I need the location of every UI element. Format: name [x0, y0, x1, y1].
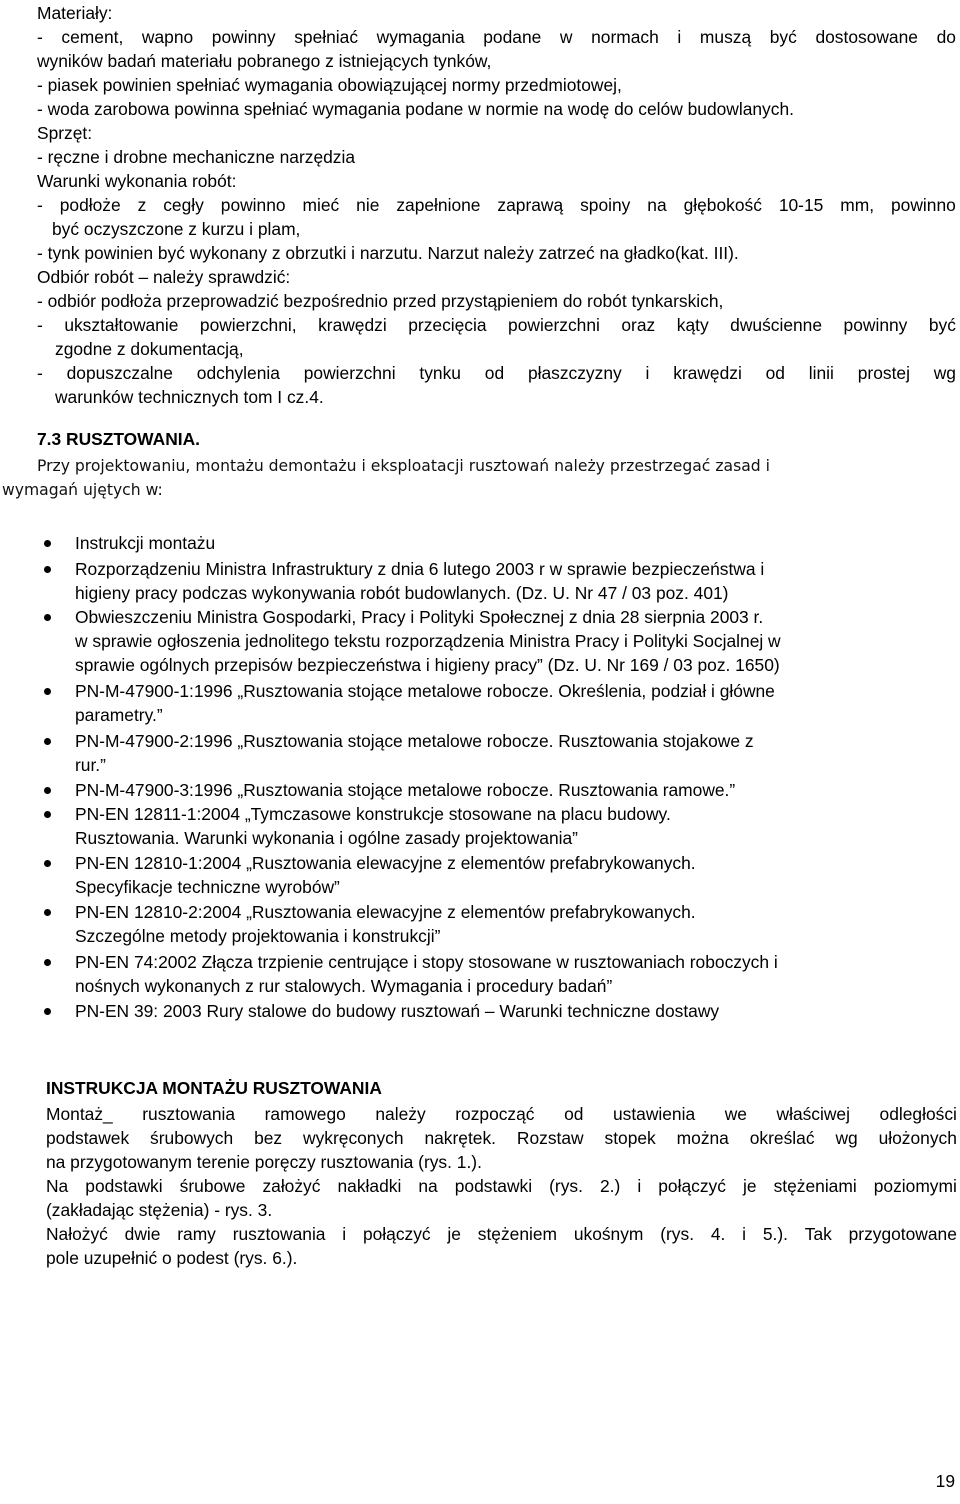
- word: od: [765, 363, 785, 383]
- bullet-icon: [44, 959, 51, 966]
- word: rusztowania: [232, 1224, 326, 1244]
- instructions-line-5: (zakładając stężenia) - rys. 3.: [46, 1200, 273, 1220]
- acceptance-line-5: warunków technicznych tom I cz.4.: [55, 387, 324, 407]
- word: głębokość: [683, 195, 762, 215]
- instructions-line-7: pole uzupełnić o podest (rys. 6.).: [46, 1248, 298, 1268]
- word: podłoże: [59, 195, 121, 215]
- word: prostej: [857, 363, 910, 383]
- equipment-line-1: - ręczne i drobne mechaniczne narzędzia: [37, 147, 356, 167]
- word: krawędzi: [318, 315, 387, 335]
- conditions-line-2: być oczyszczone z kurzu i plam,: [52, 219, 301, 239]
- word: (rys.: [660, 1224, 695, 1244]
- word: je: [742, 1176, 757, 1196]
- word: w: [559, 27, 573, 47]
- word: od: [484, 363, 505, 383]
- bullet-icon: [44, 1008, 51, 1015]
- word: powinno: [891, 195, 956, 215]
- instructions-heading: INSTRUKCJA MONTAŻU RUSZTOWANIA: [46, 1078, 382, 1098]
- word: -: [37, 27, 43, 47]
- word: zaprawą: [497, 195, 564, 215]
- word: 10-15: [778, 195, 824, 215]
- word: Tak: [804, 1224, 832, 1244]
- materials-heading: Materiały:: [37, 3, 113, 23]
- word: zapełnione: [396, 195, 481, 215]
- word: wykręconych: [303, 1128, 404, 1148]
- list-item-9-line-2: Szczególne metody projektowania i konstrukcji”: [75, 926, 441, 946]
- instructions-line-1: [46, 1103, 957, 1125]
- word: stopek: [604, 1128, 656, 1148]
- word: (rys.: [549, 1176, 583, 1196]
- list-item-9-line-1: PN-EN 12810-2:2004 „Rusztowania elewacyjne z elementów prefabrykowanych.: [75, 902, 696, 922]
- bullet-icon: [44, 738, 51, 745]
- word: stężeniami: [773, 1176, 857, 1196]
- word: cegły: [163, 195, 204, 215]
- word: wg: [835, 1128, 858, 1148]
- word: podstawki: [454, 1176, 533, 1196]
- word: oraz: [621, 315, 656, 335]
- list-item-2-line-2: higieny pracy podczas wykonywania robót budowlanych. (Dz. U. Nr 47 / 03 poz. 401): [75, 583, 729, 603]
- acceptance-line-3: zgodne z dokumentacją,: [55, 339, 244, 359]
- word: być: [928, 315, 956, 335]
- word: ułożonych: [878, 1128, 957, 1148]
- list-item-8-line-1: PN-EN 12810-1:2004 „Rusztowania elewacyjne z elementów prefabrykowanych.: [75, 853, 696, 873]
- acceptance-heading: Odbiór robót – należy sprawdzić:: [37, 267, 291, 287]
- word: można: [676, 1128, 729, 1148]
- word: powinno: [220, 195, 286, 215]
- word: i: [677, 27, 682, 47]
- scaffolding-intro-line-2: wymagań ujętych w:: [2, 481, 163, 499]
- word: przygotowane: [848, 1224, 957, 1244]
- word: 4.: [710, 1224, 726, 1244]
- word: powierzchni,: [199, 315, 297, 335]
- word: podstawki: [85, 1176, 163, 1196]
- word: odchylenia: [196, 363, 280, 383]
- word: ustawienia: [612, 1104, 696, 1124]
- word: dwie: [124, 1224, 161, 1244]
- word: śrubowe: [179, 1176, 246, 1196]
- bullet-icon: [44, 540, 51, 547]
- acceptance-line-4: [37, 362, 956, 384]
- list-item-2-line-1: Rozporządzeniu Ministra Infrastruktury z dnia 6 lutego 2003 r w sprawie bezpieczeństwa i: [75, 559, 765, 579]
- word: właściwej: [776, 1104, 850, 1124]
- list-item-5-line-1: PN-M-47900-2:1996 „Rusztowania stojące metalowe robocze. Rusztowania stojakowe z: [75, 731, 754, 751]
- word: dopuszczalne: [66, 363, 173, 383]
- bullet-icon: [44, 787, 51, 794]
- list-item-3-line-1: Obwieszczeniu Ministra Gospodarki, Pracy i Polityki Społecznej z dnia 28 sierpnia 2003 r.: [75, 607, 764, 627]
- word: rozpocząć: [455, 1104, 535, 1124]
- word: nakładki: [337, 1176, 402, 1196]
- list-item-6-line-1: PN-M-47900-3:1996 „Rusztowania stojące metalowe robocze. Rusztowania ramowe.”: [75, 780, 736, 800]
- conditions-line-3: - tynk powinien być wykonany z obrzutki i narzutu. Narzut należy zatrzeć na gładko(kat. III).: [37, 243, 739, 263]
- word: -: [37, 315, 43, 335]
- word: wapno: [141, 27, 194, 47]
- word: linii: [808, 363, 834, 383]
- page-number: 19: [935, 1471, 955, 1491]
- word: stężeniem: [477, 1224, 558, 1244]
- bullet-icon: [44, 614, 51, 621]
- bullet-icon: [44, 566, 51, 573]
- word: -: [37, 195, 43, 215]
- word: ramowego: [264, 1104, 346, 1124]
- instructions-line-3: na przygotowanym terenie poręczy rusztowania (rys. 1.).: [46, 1152, 482, 1172]
- word: Nałożyć: [46, 1224, 108, 1244]
- word: wymagania: [376, 27, 465, 47]
- word: Na: [46, 1176, 69, 1196]
- word: na: [647, 195, 667, 215]
- bullet-icon: [44, 811, 51, 818]
- word: Rozstaw: [516, 1128, 584, 1148]
- list-item-3-line-2: w sprawie ogłoszenia jednolitego tekstu rozporządzenia Ministra Pracy i Polityki Socjalnej w: [75, 631, 781, 651]
- word: ukształtowanie: [64, 315, 179, 335]
- word: podstawek: [46, 1128, 130, 1148]
- word: od: [564, 1104, 584, 1124]
- word: 2.): [600, 1176, 621, 1196]
- equipment-heading: Sprzęt:: [37, 123, 93, 143]
- list-item-8-line-2: Specyfikacje techniczne wyrobów”: [75, 877, 340, 897]
- word: kąty: [676, 315, 709, 335]
- word: normach: [591, 27, 659, 47]
- word: we: [724, 1104, 747, 1124]
- word: połączyć: [362, 1224, 431, 1244]
- materials-line-2: wyników badań materiału pobranego z istniejących tynków,: [37, 51, 492, 71]
- word: płaszczyzny: [527, 363, 622, 383]
- word: na: [418, 1176, 438, 1196]
- word: spoiny: [580, 195, 631, 215]
- word: powinny: [211, 27, 276, 47]
- conditions-line-1: [37, 194, 956, 216]
- word: i: [342, 1224, 347, 1244]
- word: poziomymi: [873, 1176, 957, 1196]
- word: ramy: [177, 1224, 216, 1244]
- instructions-line-6: [46, 1223, 957, 1245]
- scaffolding-heading: 7.3 RUSZTOWANIA.: [37, 429, 200, 449]
- acceptance-line-2: [37, 314, 956, 336]
- list-item-11-line-1: PN-EN 39: 2003 Rury stalowe do budowy rusztowań – Warunki techniczne dostawy: [75, 1001, 720, 1021]
- word: mieć: [302, 195, 340, 215]
- word: bez: [254, 1128, 283, 1148]
- word: śrubowych: [150, 1128, 234, 1148]
- list-item-3-line-3: sprawie ogólnych przepisów bezpieczeństwa i higieny pracy” (Dz. U. Nr 169 / 03 poz. 1650): [75, 655, 780, 675]
- word: nakrętek.: [424, 1128, 496, 1148]
- word: Montaż_: [46, 1104, 113, 1124]
- list-item-7-line-2: Rusztowania. Warunki wykonania i ogólne zasady projektowania”: [75, 828, 578, 848]
- conditions-heading: Warunki wykonania robót:: [37, 171, 237, 191]
- word: krawędzi: [673, 363, 742, 383]
- word: nie: [356, 195, 380, 215]
- word: cement,: [61, 27, 124, 47]
- word: z: [137, 195, 147, 215]
- list-item-10-line-1: PN-EN 74:2002 Złącza trzpienie centrujące i stopy stosowane w rusztowaniach roboczych i: [75, 952, 778, 972]
- word: założyć: [262, 1176, 321, 1196]
- word: wg: [933, 363, 956, 383]
- word: przecięcia: [408, 315, 487, 335]
- list-item-10-line-2: nośnych wykonanych z rur stalowych. Wymagania i procedury badań”: [75, 976, 613, 996]
- word: określać: [749, 1128, 815, 1148]
- word: -: [37, 363, 43, 383]
- word: podane: [483, 27, 542, 47]
- list-item-5-line-2: rur.”: [75, 755, 106, 775]
- instructions-line-4: [46, 1175, 957, 1197]
- word: mm,: [840, 195, 875, 215]
- word: dostosowane: [815, 27, 918, 47]
- word: dwuścienne: [730, 315, 823, 335]
- word: 5.).: [762, 1224, 788, 1244]
- bullet-icon: [44, 860, 51, 867]
- word: powinny: [843, 315, 908, 335]
- materials-line-4: - woda zarobowa powinna spełniać wymagania podane w normie na wodę do celów budowlanych.: [37, 99, 794, 119]
- word: należy: [375, 1104, 426, 1124]
- word: połączyć: [658, 1176, 726, 1196]
- word: do: [936, 27, 956, 47]
- word: powierzchni: [303, 363, 396, 383]
- materials-line-1: [37, 26, 956, 48]
- word: powierzchni: [508, 315, 600, 335]
- list-item-1-line-1: Instrukcji montażu: [75, 533, 216, 553]
- word: odległości: [879, 1104, 957, 1124]
- word: i: [742, 1224, 747, 1244]
- acceptance-line-1: - odbiór podłoża przeprowadzić bezpośrednio przed przystąpieniem do robót tynkarskich,: [37, 291, 724, 311]
- scaffolding-intro-line-1: Przy projektowaniu, montażu demontażu i eksploatacji rusztowań należy przestrzegać zasad i: [37, 457, 770, 475]
- word: być: [769, 27, 797, 47]
- word: muszą: [699, 27, 752, 47]
- list-item-7-line-1: PN-EN 12811-1:2004 „Tymczasowe konstrukcje stosowane na placu budowy.: [75, 804, 671, 824]
- word: rusztowania: [142, 1104, 236, 1124]
- word: spełniać: [294, 27, 359, 47]
- bullet-icon: [44, 688, 51, 695]
- word: i: [637, 1176, 642, 1196]
- word: tynku: [419, 363, 461, 383]
- word: ukośnym: [573, 1224, 644, 1244]
- list-item-4-line-1: PN-M-47900-1:1996 „Rusztowania stojące metalowe robocze. Określenia, podział i główne: [75, 681, 775, 701]
- bullet-icon: [44, 909, 51, 916]
- word: je: [447, 1224, 461, 1244]
- materials-line-3: - piasek powinien spełniać wymagania obowiązującej normy przedmiotowej,: [37, 75, 622, 95]
- instructions-line-2: [46, 1127, 957, 1149]
- word: i: [645, 363, 650, 383]
- list-item-4-line-2: parametry.”: [75, 705, 163, 725]
